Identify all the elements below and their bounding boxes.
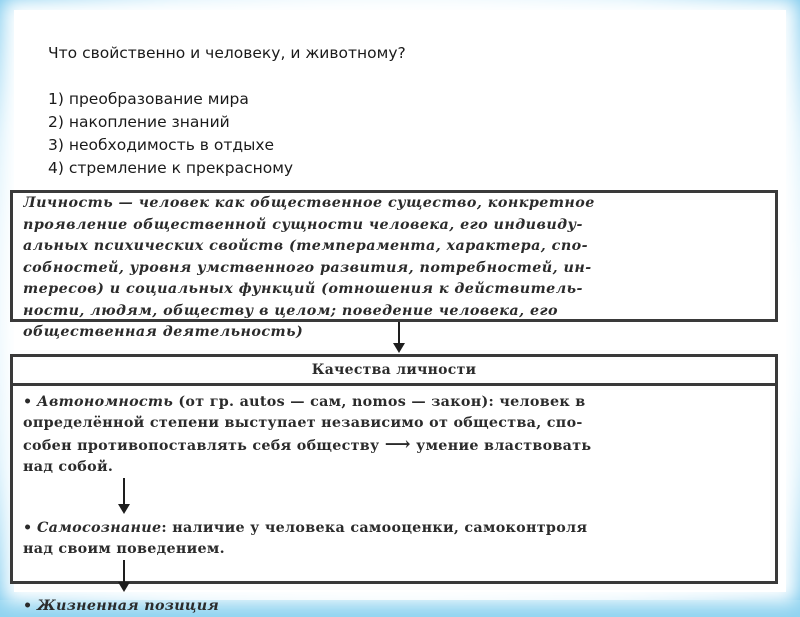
definition-line: тересов) и социальных функций (отношения к действитель- <box>23 281 583 297</box>
option-4: 4) стремление к прекрасному <box>48 159 294 177</box>
question-title: Что свойственно и человеку, и животному? <box>48 44 406 62</box>
down-arrow-line <box>123 560 125 583</box>
right-arrow-icon: ⟶ <box>384 434 411 455</box>
bullet-icon: • <box>23 598 33 614</box>
bullet-icon: • <box>23 520 33 536</box>
arrow-gap <box>23 478 765 518</box>
option-1: 1) преобразование мира <box>48 90 249 108</box>
qualities-box <box>10 354 778 614</box>
definition-line: собностей, уровня умственного развития, потребностей, ин- <box>23 259 592 276</box>
definition-line: проявление общественной сущности человека, его индивиду- <box>23 216 583 233</box>
question-block <box>48 42 406 180</box>
definition-line: общественная деятельность) <box>23 324 304 340</box>
quality-autonomy: • Автономность (от гр. autos — сам, nomos — закон): человек в определённой степени выступает независимо от общества, спо- собен противопоставлять себя обществу ⟶ умение властвовать над собой. <box>23 394 592 475</box>
definition-line: Личность — человек как общественное существо, конкретное <box>23 195 595 211</box>
option-3: 3) необходимость в отдыхе <box>48 136 275 154</box>
quality-position <box>23 596 765 617</box>
down-arrow-icon <box>118 504 130 514</box>
option-2: 2) накопление знаний <box>48 113 230 131</box>
quality-selfawareness: • Самосознание: наличие у человека самооценки, самоконтроля над своим поведением. <box>23 520 588 557</box>
qualities-body <box>13 386 775 617</box>
selfawareness-term: Самосознание <box>37 520 162 536</box>
bullet-icon: • <box>23 394 33 410</box>
definition-line: альных психических свойств (темперамента, характера, спо- <box>23 238 589 254</box>
definition-term: Личность <box>23 195 114 211</box>
arrow-gap <box>23 560 765 596</box>
definition-box <box>10 190 778 340</box>
down-arrow-icon <box>118 582 130 592</box>
connector-arrow-line <box>398 322 400 344</box>
qualities-header: Качества личности <box>13 357 775 386</box>
position-term: Жизненная позиция <box>37 598 220 614</box>
definition-line: ности, людям, обществу в целом; поведение человека, его <box>23 302 558 319</box>
down-arrow-line <box>123 478 125 505</box>
connector-arrow-head-icon <box>393 343 405 353</box>
autonomy-term: Автономность <box>37 394 174 410</box>
